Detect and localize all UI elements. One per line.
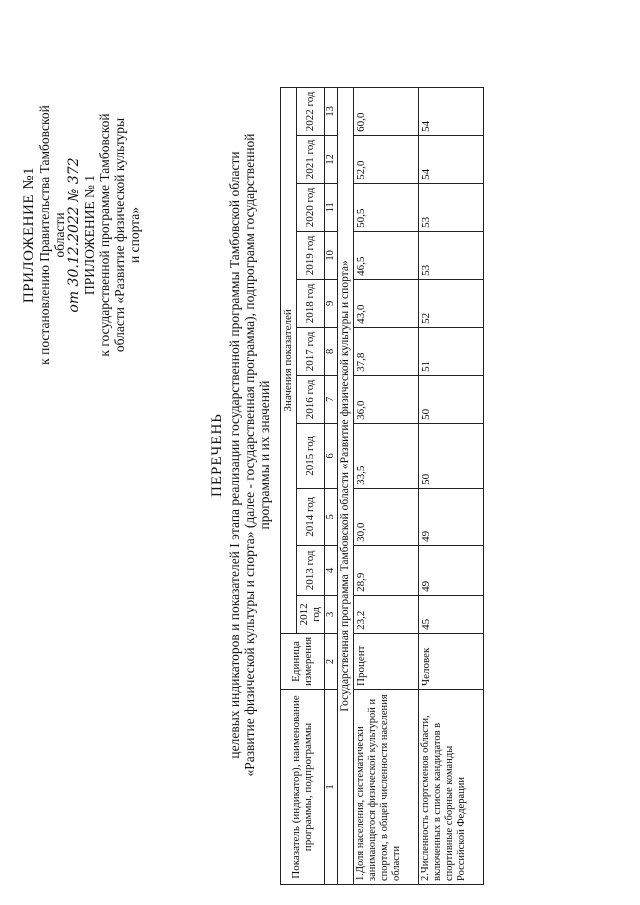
header-year: 2016 год: [296, 375, 324, 423]
indicator-value: 51: [418, 327, 483, 375]
header-row-1: [281, 87, 297, 884]
appendix-program-ref-3: и спорта»: [127, 207, 142, 263]
header-year: 2017 год: [296, 327, 324, 375]
column-number: 7: [324, 375, 338, 423]
indicator-value: 60,0: [353, 87, 418, 135]
appendix-program-ref-2: области «Развитие физической культуры: [112, 117, 127, 353]
table-row: [418, 87, 483, 884]
header-year: 2013 год: [296, 545, 324, 595]
document-heading: [210, 65, 272, 845]
header-unit: Единица измерения: [281, 633, 325, 689]
indicator-value: 53: [418, 183, 483, 231]
column-number: 5: [324, 488, 338, 545]
column-numbers-row: [324, 87, 338, 884]
header-year: 2012 год: [296, 595, 324, 633]
column-number: 12: [324, 135, 338, 183]
header-year: 2020 год: [296, 183, 324, 231]
indicator-unit: Процент: [353, 633, 418, 689]
header-values: Значения показателей: [281, 87, 297, 633]
indicator-unit: Человек: [418, 633, 483, 689]
table-body: [353, 87, 483, 884]
header-indicator: Показатель (индикатор), наименование программы, подпрограммы: [281, 690, 325, 885]
indicator-value: 28,9: [353, 545, 418, 595]
header-year: 2021 год: [296, 135, 324, 183]
heading-line-1: целевых индикаторов и показателей I этапа реализации государственной программы Тамбовской области: [227, 151, 242, 759]
header-year: 2018 год: [296, 279, 324, 327]
indicator-value: 36,0: [353, 375, 418, 423]
header-year: 2022 год: [296, 87, 324, 135]
column-number: 13: [324, 87, 338, 135]
column-number: 10: [324, 231, 338, 279]
column-number: 9: [324, 279, 338, 327]
column-number: 8: [324, 327, 338, 375]
heading-line-2: «Развитие физической культуры и спорта» (далее - государственная программа), подпрограмм государственной: [242, 133, 257, 777]
indicator-value: 54: [418, 135, 483, 183]
table-row: [353, 87, 418, 884]
indicator-value: 52: [418, 279, 483, 327]
indicator-value: 37,8: [353, 327, 418, 375]
column-number: 2: [324, 633, 338, 689]
column-number: 3: [324, 595, 338, 633]
section-title: Государственная программа Тамбовской области «Развитие физической культуры и спорта»: [338, 87, 354, 884]
section-row: [338, 87, 354, 884]
indicators-table: [280, 87, 484, 885]
indicator-value: 54: [418, 87, 483, 135]
header-year: 2015 год: [296, 423, 324, 488]
header-year: 2019 год: [296, 231, 324, 279]
indicator-name: 1.Доля населения, систематически занимающегося физической культурой и спортом, в общей численности населения области: [353, 690, 418, 885]
indicator-name: 2.Численность спортсменов области, включенных в список кандидатов в спортивные сборные команды Российской Федерации: [418, 690, 483, 885]
indicator-value: 50: [418, 423, 483, 488]
indicator-value: 23,2: [353, 595, 418, 633]
column-number: 4: [324, 545, 338, 595]
indicator-value: 43,0: [353, 279, 418, 327]
column-number: 11: [324, 183, 338, 231]
indicator-value: 33,5: [353, 423, 418, 488]
header-year: 2014 год: [296, 488, 324, 545]
column-number: 1: [324, 690, 338, 885]
indicator-value: 49: [418, 488, 483, 545]
appendix-program-ref-1: к государственной программе Тамбовской: [97, 113, 112, 357]
heading-title: ПЕРЕЧЕНЬ: [209, 413, 225, 497]
appendix-decree-ref: к постановлению Правительства Тамбовской области: [37, 105, 67, 365]
heading-line-3: программы и их значений: [257, 380, 272, 530]
indicator-value: 50,5: [353, 183, 418, 231]
indicator-value: 53: [418, 231, 483, 279]
appendix-subtitle: ПРИЛОЖЕНИЕ № 1: [82, 174, 97, 296]
indicator-value: 50: [418, 375, 483, 423]
appendix-decree-date: от 30.12.2022 № 372: [66, 157, 82, 313]
appendix-block: [22, 85, 142, 385]
indicator-value: 30,0: [353, 488, 418, 545]
appendix-title: ПРИЛОЖЕНИЕ №1: [21, 166, 37, 304]
indicator-value: 49: [418, 545, 483, 595]
column-number: 6: [324, 423, 338, 488]
indicator-value: 46,5: [353, 231, 418, 279]
indicator-value: 45: [418, 595, 483, 633]
indicator-value: 52,0: [353, 135, 418, 183]
